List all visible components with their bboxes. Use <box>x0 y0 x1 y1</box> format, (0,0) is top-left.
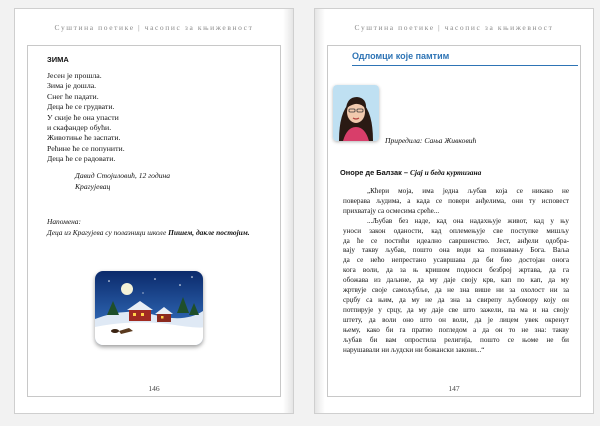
story-line: поверава људима, а када се повери анђелима, они ту исповест <box>343 196 569 205</box>
story-title: Сјај и беда куртизана <box>409 168 482 177</box>
winter-landscape-icon <box>95 271 203 345</box>
story-line: да ће се постићи идеално савршенство. Јест, анђели одобра- <box>343 236 569 245</box>
note-body: Деца из Крагујева су полазници школе <box>47 228 169 237</box>
story-line: њему, како би га пратио погледом а да он то не зна: такву <box>343 325 569 334</box>
poem-line: Снег ће падати. <box>47 91 99 101</box>
poem-line: У скије ће она упасти <box>47 112 119 122</box>
portrait-photo <box>333 85 379 141</box>
story-line: жртвује своје самољубље, да не зна више ни за охолост ни за <box>343 286 569 295</box>
story-author: Оноре де Балзак – <box>340 168 410 177</box>
portrait-icon <box>333 85 379 141</box>
story-line: ...Љубав без наде, кад она надахњује живот, кад у њу <box>367 216 569 225</box>
section-rule <box>352 65 578 66</box>
author-name: Давид Стојиловић, 12 година <box>75 171 171 180</box>
story-line: нарушавали ни људски ни божански закони...“ <box>343 345 485 354</box>
story-heading <box>340 168 481 177</box>
story-excerpt <box>343 187 569 355</box>
poem-line: Деца ће се радовати. <box>47 154 116 164</box>
page-fold-shadow <box>315 9 325 413</box>
poem-line: Рећине ће се попунити. <box>47 143 125 153</box>
story-line: потпирује у срцу, да му даје све што зажели, па ма и на своју <box>343 305 569 314</box>
winter-landscape-image <box>95 271 203 345</box>
running-header: Суштина поетике | часопис за књижевност <box>54 23 254 32</box>
note-label: Напомена: <box>47 217 81 226</box>
story-line: кога воли, да за њ кришом подноси безброј жртава, да га <box>343 266 569 275</box>
story-line: уноси закон оданости, кад оплемењује све поступке мишљу <box>343 226 569 235</box>
note-text <box>47 228 279 239</box>
story-line: „Кћери моја, има једна љубав која се никако не <box>367 187 569 195</box>
page-fold-shadow <box>283 9 293 413</box>
story-line: љубав би вам опростила религија, пошто се њоме не би <box>343 335 569 344</box>
section-title: Одломци које памтим <box>352 51 450 61</box>
poem-line: и скафандер обући. <box>47 123 112 133</box>
page-number: 146 <box>148 384 160 393</box>
author-city: Крагујевац <box>75 182 111 191</box>
story-line: срџбу са њим, да му не да зна за свирепу љубомору коју он <box>343 295 569 304</box>
story-line: прихватају са осмесима среће... <box>343 206 440 215</box>
story-line: вају такву љубав, пошто она води ка познавању Бога. Ваља <box>343 246 569 255</box>
story-line: штету, да воли оно што он воли, да је лицем увек окренут <box>343 315 569 324</box>
poem-line: Зима је дошла. <box>47 81 97 91</box>
note-school-name: Пишем, дакле постојим. <box>168 228 250 237</box>
story-line: да се нећо непрестано усавршава да би био достојан онога <box>343 256 569 265</box>
poem-body <box>47 71 125 165</box>
poem-line: Животиње ће заспати. <box>47 133 121 143</box>
poem-line: Јесен је прошла. <box>47 71 102 80</box>
left-page <box>14 8 294 414</box>
story-line: обожава из даљине, да му даје своју крв, кап по кап, да му <box>343 276 569 285</box>
editor-credit: Приредила: Сања Живковић <box>385 136 477 145</box>
running-header: Суштина поетике | часопис за књижевност <box>354 23 554 32</box>
poem-author <box>75 170 170 192</box>
right-page <box>314 8 594 414</box>
page-number: 147 <box>448 384 460 393</box>
poem-line: Деца ће се грудвати. <box>47 102 115 112</box>
poem-title: ЗИМА <box>47 55 69 64</box>
